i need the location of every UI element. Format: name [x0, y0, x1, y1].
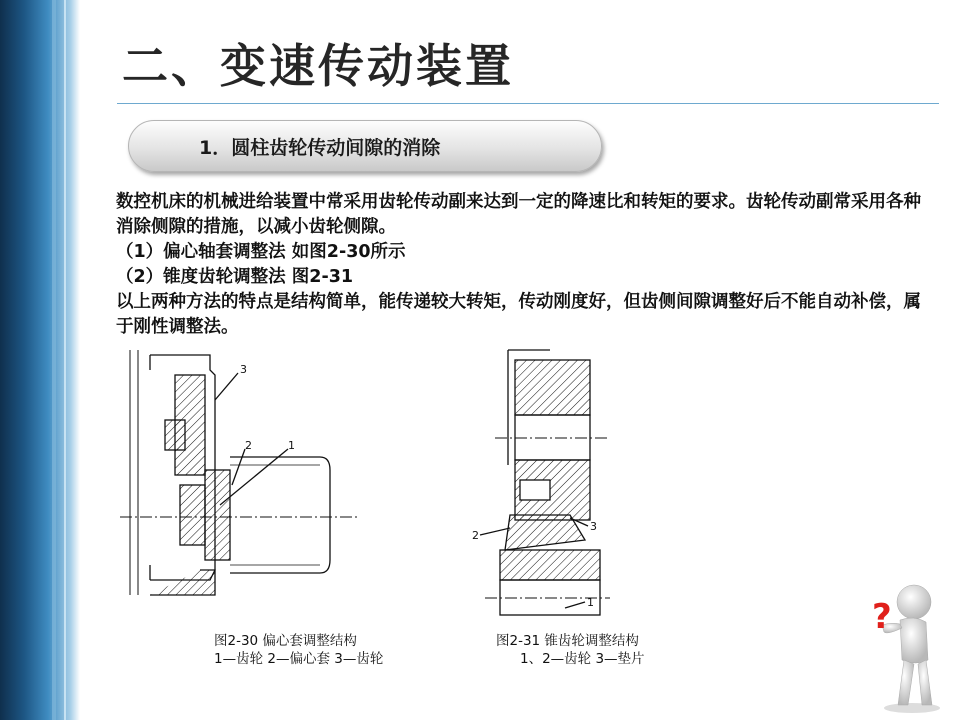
left-stripe-light: [64, 0, 66, 720]
figure-2-30-legend: 1—齿轮 2—偏心套 3—齿轮: [214, 651, 384, 667]
figure-2-31-caption: 图2-31 锥齿轮调整结构: [496, 633, 639, 649]
paragraph-method-1: （1）偏心轴套调整法 如图2-30所示: [116, 242, 406, 262]
left-stripe: [52, 0, 56, 720]
figure-2-31-callout-2: 2: [472, 529, 479, 542]
figure-2-31-callout-3: 3: [590, 520, 597, 533]
thinking-figure-icon: [862, 580, 952, 715]
figure-2-31-caption-block: [496, 632, 645, 668]
section-heading-label: 1．圆柱齿轮传动间隙的消除: [199, 137, 441, 159]
figure-2-30-caption-block: [214, 632, 383, 668]
figure-2-31-legend: 1、2—齿轮 3—垫片: [520, 651, 645, 667]
paragraph-intro: 数控机床的机械进给装置中常采用齿轮传动副来达到一定的降速比和转矩的要求。齿轮传动副常采用各种消除侧隙的措施，以减小齿轮侧隙。: [116, 192, 921, 237]
figure-2-30-caption: 图2-30 偏心套调整结构: [214, 633, 357, 649]
section-heading-pill: [128, 120, 602, 172]
paragraph-method-2: （2）锥度齿轮调整法 图2-31: [116, 267, 354, 287]
figure-2-31-drawing: [470, 340, 620, 630]
figure-2-31-callout-1: 1: [587, 596, 594, 609]
paragraph-summary: 以上两种方法的特点是结构简单，能传递较大转矩，传动刚度好，但齿侧间隙调整好后不能自动补偿，属于刚性调整法。: [116, 292, 921, 337]
left-decorative-bar: [0, 0, 80, 720]
figure-2-30-callout-2: 2: [245, 439, 252, 452]
figure-2-30-callout-3: 3: [240, 363, 247, 376]
figure-2-30-callout-1: 1: [288, 439, 295, 452]
figure-2-30-drawing: [120, 345, 380, 635]
title-divider: [117, 103, 939, 104]
question-mark-icon: ?: [872, 597, 892, 637]
slide-title: 二、变速传动装置: [122, 39, 514, 93]
body-text: [116, 190, 928, 340]
